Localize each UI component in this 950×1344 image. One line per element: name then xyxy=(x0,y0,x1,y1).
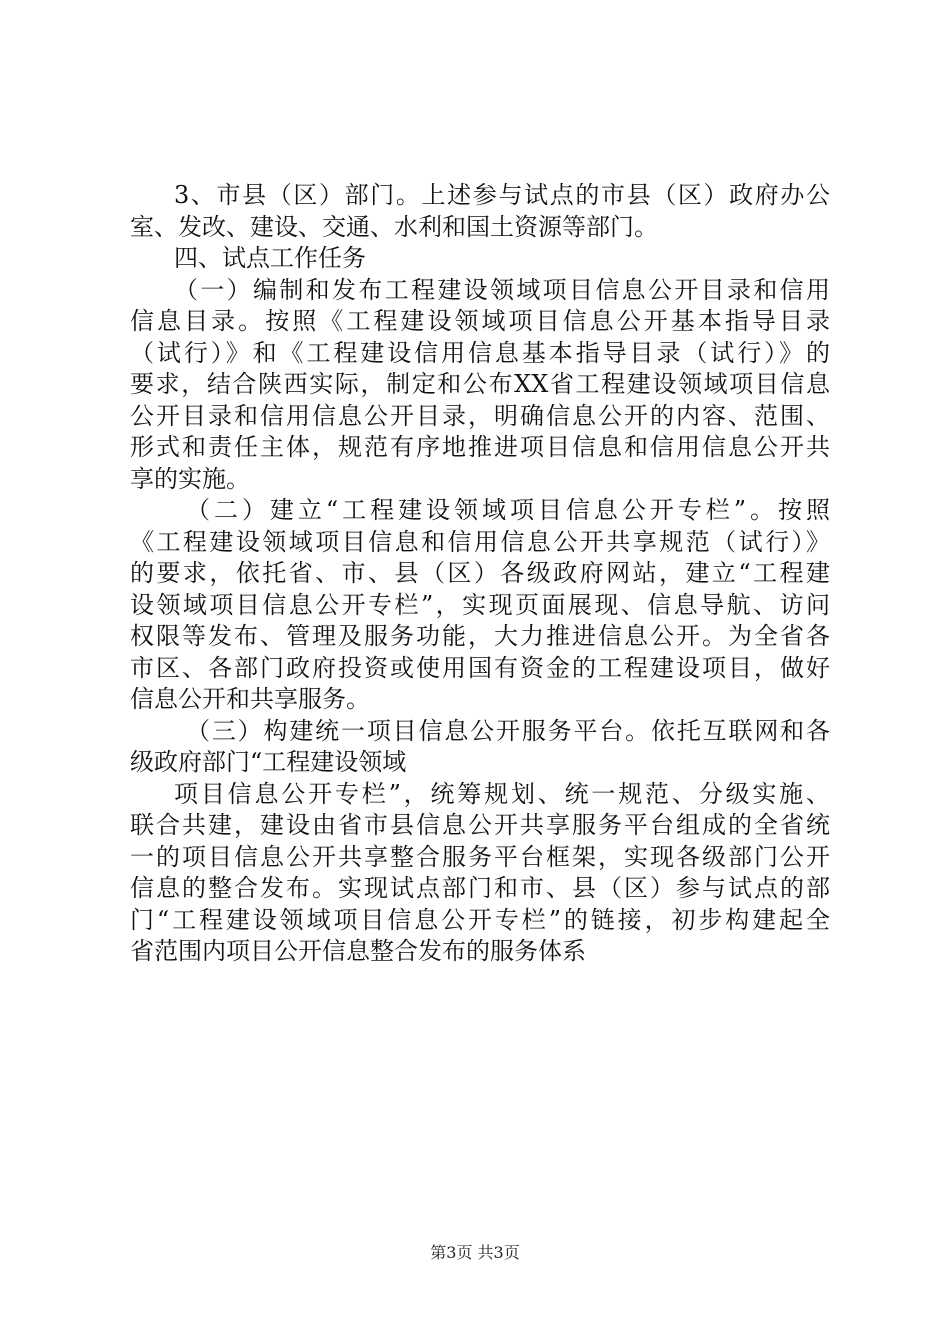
text-line: 联合共建，建设由省市县信息公开共享服务平台组成的全省统 xyxy=(130,811,830,839)
text-line: 一的项目信息公开共享整合服务平台框架，实现各级部门公开 xyxy=(130,842,830,871)
text-line: 门“工程建设领域项目信息公开专栏”的链接，初步构建起全 xyxy=(130,905,830,934)
text-line: 信息目录。按照《工程建设领域项目信息公开基本指导目录 xyxy=(130,307,830,335)
text-line: （试行）》和《工程建设信用信息基本指导目录（试行）》的 xyxy=(130,338,830,367)
text-line: 权限等发布、管理及服务功能，大力推进信息公开。为全省各 xyxy=(130,622,830,650)
text-line: 享的实施。 xyxy=(130,464,250,493)
text-line: 3、市县（区）部门。上述参与试点的市县（区）政府办公 xyxy=(174,181,830,209)
text-line: 形式和责任主体，规范有序地推进项目信息和信用信息公开共 xyxy=(130,433,830,461)
text-line: 室、发改、建设、交通、水利和国土资源等部门。 xyxy=(130,212,658,241)
text-line: 要求，结合陕西实际，制定和公布XX省工程建设领域项目信息 xyxy=(130,370,830,398)
document-body xyxy=(130,180,830,968)
text-line: 设领域项目信息公开专栏”，实现页面展现、信息导航、访问 xyxy=(130,590,830,619)
text-line: 公开目录和信用信息公开目录，明确信息公开的内容、范围、 xyxy=(130,401,830,430)
text-line: （三）构建统一项目信息公开服务平台。依托互联网和各 xyxy=(186,716,830,745)
text-line: 项目信息公开专栏”，统筹规划、统一规范、分级实施、 xyxy=(174,779,830,808)
page-footer: 第3页 共3页 xyxy=(430,1243,520,1262)
text-line: 《工程建设领域项目信息和信用信息公开共享规范（试行）》 xyxy=(130,527,830,556)
text-line: 市区、各部门政府投资或使用国有资金的工程建设项目，做好 xyxy=(130,653,830,682)
text-line: 的要求，依托省、市、县（区）各级政府网站，建立“工程建 xyxy=(130,559,830,587)
text-line: 省范围内项目公开信息整合发布的服务体系 xyxy=(130,937,586,965)
text-line: 信息公开和共享服务。 xyxy=(130,685,370,713)
text-line: （二）建立“工程建设领域项目信息公开专栏”。按照 xyxy=(186,496,830,524)
text-line: 级政府部门“工程建设领域 xyxy=(130,748,407,776)
text-line: 四、试点工作任务 xyxy=(174,244,366,272)
text-line: 信息的整合发布。实现试点部门和市、县（区）参与试点的部 xyxy=(130,874,830,902)
text-line: （一）编制和发布工程建设领域项目信息公开目录和信用 xyxy=(174,275,830,304)
